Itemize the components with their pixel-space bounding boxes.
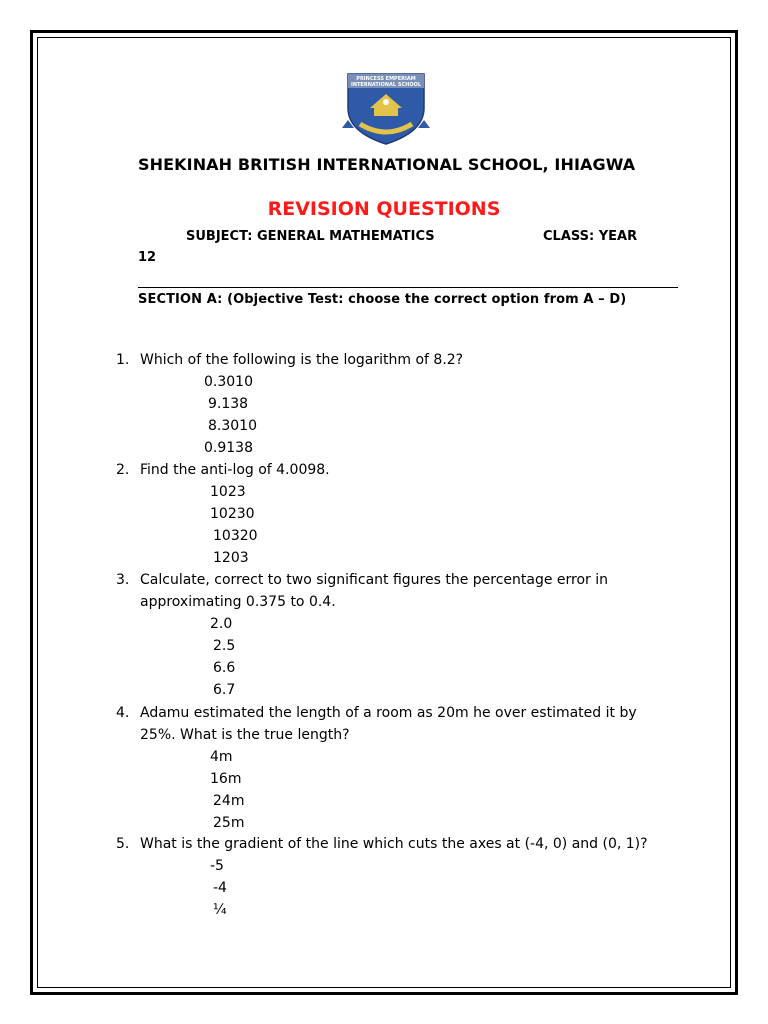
logo-line2: INTERNATIONAL SCHOOL xyxy=(350,82,422,88)
logo-line1: PRINCESS EMPERIAM xyxy=(356,76,416,82)
option: 4m xyxy=(210,749,233,765)
school-crest-logo xyxy=(340,70,432,146)
option: -5 xyxy=(210,858,224,874)
option: 1023 xyxy=(210,484,246,500)
option: 24m xyxy=(213,793,245,809)
question-text: Adamu estimated the length of a room as 20m he over estimated it by xyxy=(140,705,637,721)
subject-label: SUBJECT: GENERAL MATHEMATICS xyxy=(186,229,435,244)
header-divider xyxy=(138,287,678,288)
question-4 xyxy=(116,702,700,746)
option: 2.0 xyxy=(210,616,233,632)
option: -4 xyxy=(213,880,227,896)
option: 2.5 xyxy=(213,638,236,654)
document-title: REVISION QUESTIONS xyxy=(267,198,501,220)
question-5 xyxy=(116,833,700,855)
question-text-continued: 25%. What is the true length? xyxy=(140,727,350,743)
class-year: 12 xyxy=(138,250,157,265)
option: 16m xyxy=(210,771,242,787)
option: 10230 xyxy=(210,506,255,522)
question-2 xyxy=(116,459,700,481)
question-1 xyxy=(116,349,700,371)
option: 9.138 xyxy=(208,396,249,412)
option: 6.6 xyxy=(213,660,236,676)
question-text: What is the gradient of the line which cuts the axes at (-4, 0) and (0, 1)? xyxy=(140,836,648,852)
question-number: 4. xyxy=(116,705,130,721)
option: 0.3010 xyxy=(204,374,253,390)
question-text-continued: approximating 0.375 to 0.4. xyxy=(140,594,336,610)
section-heading: SECTION A: (Objective Test: choose the correct option from A – D) xyxy=(138,292,627,307)
option: 0.9138 xyxy=(204,440,253,456)
option: 25m xyxy=(213,815,245,831)
question-3 xyxy=(116,569,700,613)
option: 6.7 xyxy=(213,682,236,698)
question-text: Calculate, correct to two significant figures the percentage error in xyxy=(140,572,609,588)
option: 8.3010 xyxy=(208,418,257,434)
question-number: 3. xyxy=(116,572,130,588)
question-number: 5. xyxy=(116,836,130,852)
option: ¼ xyxy=(213,902,227,918)
school-name: SHEKINAH BRITISH INTERNATIONAL SCHOOL, IHIAGWA xyxy=(138,155,636,174)
question-number: 1. xyxy=(116,352,130,368)
option: 1203 xyxy=(213,550,249,566)
question-number: 2. xyxy=(116,462,130,478)
question-text: Which of the following is the logarithm of 8.2? xyxy=(140,352,464,368)
option: 10320 xyxy=(213,528,258,544)
class-label: CLASS: YEAR xyxy=(543,229,638,244)
question-text: Find the anti-log of 4.0098. xyxy=(140,462,330,478)
